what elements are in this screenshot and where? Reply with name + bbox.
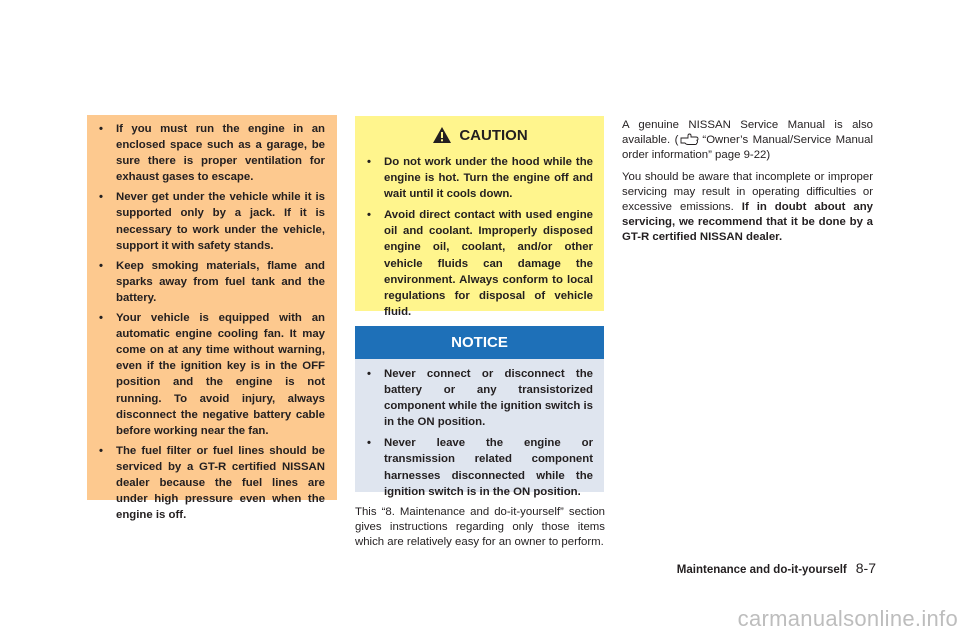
page-number: 8-7 [855,560,876,576]
caution-box [355,116,604,318]
warning-item: • Never get under the vehicle while it is supported only by a jack. If it is necessary to work under the vehicle, support it with safety stands. [99,191,325,252]
bullet: • [99,191,103,204]
bullet: • [99,444,103,457]
section-name: Maintenance and do-it-yourself [676,564,847,576]
caution-list [367,154,593,320]
bullet: • [367,156,371,168]
notice-item: • Never connect or disconnect the battery or any transistorized component while the ignition switch is in the ON position. [367,368,593,429]
warning-list [99,121,325,523]
right-column [622,118,873,252]
section-intro [355,505,605,551]
caution-item: • Do not work under the hood while the engine is hot. Turn the engine off and wait until it cools down. [367,156,593,201]
warning-item: • Your vehicle is equipped with an automatic engine cooling fan. It may come on at any time without warning, even if the ignition key is in the OFF position and the engine is not running. To avoid injury, always disconnect the negative battery cable before working near the fan. [99,312,325,437]
caution-item: • Avoid direct contact with used engine oil and coolant. Improperly disposed engine oil, coolant, and/or other vehicle fluids can damage the environment. Always conform to local regulations for disposal of vehicle fluid. [367,209,593,318]
notice-box [355,359,604,498]
bullet: • [367,368,371,380]
service-manual-paragraph: A genuine NISSAN Service Manual is also available. ( “Owner’s Manual/Service Manual order information” page 9-22) [622,119,873,162]
bullet: • [367,209,371,222]
notice-list [367,366,593,500]
bullet: • [99,123,103,135]
caution-title: CAUTION [459,126,528,144]
page-footer [640,560,876,576]
warning-item: • Keep smoking materials, flame and sparks away from fuel tank and the battery. [99,259,325,304]
servicing-advice-paragraph: You should be aware that incomplete or improper servicing may result in operating difficulties or excessive emissions. If in doubt about any servicing, we recommend that it be done by a GT-R certified NISSAN dealer. [622,170,874,244]
warning-item: • If you must run the engine in an enclosed space such as a garage, be sure there is proper ventilation for exhaust gases to escape. [99,123,325,184]
caution-header [367,116,593,154]
warning-triangle-icon [432,126,452,144]
bullet: • [99,312,103,325]
bullet: • [367,437,371,450]
bullet: • [99,259,103,272]
notice-title: NOTICE [451,334,508,351]
notice-header [355,326,604,359]
notice-item: • Never leave the engine or transmission related component harnesses disconnected while the ignition switch is in the ON position. [367,437,593,498]
watermark: carmanualsonline.info [737,606,958,631]
warning-box [87,115,337,522]
pointing-hand-icon [680,133,700,145]
warning-item: • The fuel filter or fuel lines should be serviced by a GT-R certified NISSAN dealer because the fuel lines are under high pressure even when the engine is off. [99,444,325,522]
section-intro-text: This “8. Maintenance and do-it-yourself” section gives instructions regarding only those items which are relatively easy for an owner to perform. [355,506,605,549]
